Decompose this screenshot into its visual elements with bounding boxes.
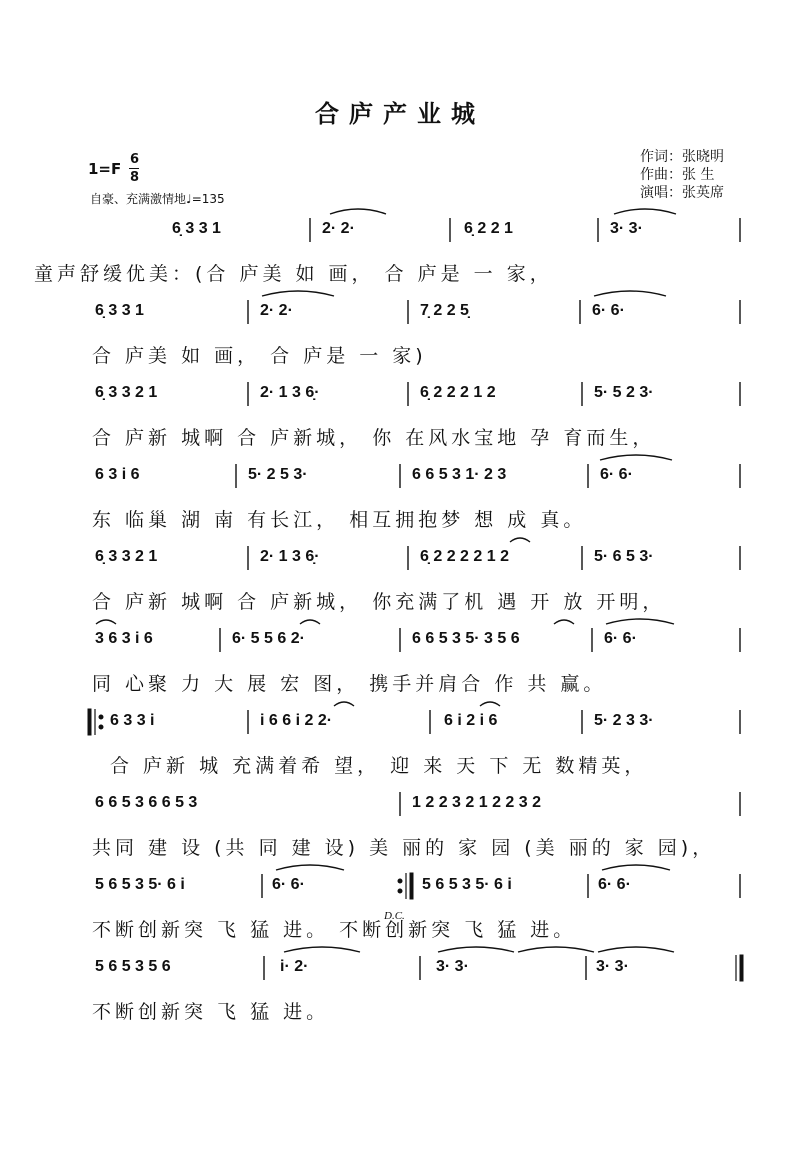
measure: 3· 3· [596, 958, 629, 975]
da-capo-mark: D.C. [384, 910, 405, 922]
measure: 2· 2· [322, 220, 355, 237]
measure: 6̣ 3 3 2 1 [95, 384, 158, 401]
measure: 5· 6 5 3· [594, 548, 654, 565]
lyric-line: 合 庐美 如 画， 合 庐是 一 家) [92, 345, 427, 367]
measure: 5 6 5 3 5 6 [95, 958, 171, 975]
measure: 3 6 3 i 6 [95, 630, 153, 647]
measure: 6· 6· [592, 302, 625, 319]
measure: 2· 1 3 6̣· [260, 384, 320, 401]
measure: 6· 5 5 6 2· [232, 630, 305, 647]
measure: 6· 6· [272, 876, 305, 893]
key-signature: 1=F [88, 160, 122, 178]
measure: i 6 6 i 2 2· [260, 712, 333, 729]
measure: 6· 6· [600, 466, 633, 483]
measure: 2· 1 3 6̣· [260, 548, 320, 565]
measure: 5 6 5 3 5· 6 i [422, 876, 512, 893]
measure: 6· 6· [598, 876, 631, 893]
lyric-line: 共同 建 设 (共 同 建 设) 美 丽的 家 园 (美 丽的 家 园)， [92, 837, 716, 859]
quarter-note-icon: ♩ [186, 192, 192, 206]
measure: 5· 2 3 3· [594, 712, 654, 729]
lyric-line: 东 临巢 湖 南 有长江， 相互拥抱梦 想 成 真。 [92, 509, 587, 531]
measure: 6· 6· [604, 630, 637, 647]
measure: 1 2 2 3 2 1 2 2 3 2 [412, 794, 541, 811]
measure: 5· 5 2 3· [594, 384, 654, 401]
song-title: 合庐产业城 [315, 100, 485, 128]
lyric-line: 不断创新突 飞 猛 进。 不断创新突 飞 猛 进。 [92, 919, 577, 941]
measure: 6̣ 3 3 2 1 [95, 548, 158, 565]
measure: i· 2· [280, 958, 309, 975]
measure: 5 6 5 3 5· 6 i [95, 876, 185, 893]
measure: 6 i 2 i 6 [444, 712, 498, 729]
lyric-line: 童声舒缓优美：(合 庐美 如 画， 合 庐是 一 家， [34, 263, 553, 285]
measure: 6 3 i 6 [95, 466, 140, 483]
measure: 6 6 5 3 1· 2 3 [412, 466, 507, 483]
measure: 5· 2 5 3· [248, 466, 308, 483]
lyric-line: 同 心聚 力 大 展 宏 图， 携手并肩合 作 共 赢。 [92, 673, 607, 695]
measure: 6̣ 2 2 2 2 1 2 [420, 548, 509, 565]
lyric-line: 合 庐新 城啊 合 庐新城， 你 在风水宝地 孕 育而生， [92, 427, 656, 449]
time-signature-top: 6 [130, 152, 140, 167]
lyricist-credit: 作词：张晓明 [640, 149, 724, 165]
measure: 6̣ 2 2 1 [464, 220, 513, 237]
tempo-value: =135 [191, 192, 225, 206]
measure: 6 3 3 i [110, 712, 155, 729]
measure: 6̣ 2 2 2 1 2 [420, 384, 496, 401]
measure: 7̣ 2 2 5̣ [420, 302, 469, 319]
measure: 6̣ 3 3 1 [172, 220, 221, 237]
measure: 3· 3· [436, 958, 469, 975]
measure: 2· 2· [260, 302, 293, 319]
measure: 6 6 5 3 6 6 5 3 [95, 794, 198, 811]
measure: 6 6 5 3 5· 3 5 6 [412, 630, 520, 647]
measure: 3· 3· [610, 220, 643, 237]
composer-credit: 作曲：张 生 [640, 167, 715, 183]
measure: 6̣ 3 3 1 [95, 302, 144, 319]
tempo-text: 自豪、充满激情地 [90, 192, 187, 206]
lyric-line: 不断创新突 飞 猛 进。 [92, 1001, 330, 1023]
lyric-line: 合 庐新 城啊 合 庐新城， 你充满了机 遇 开 放 开明， [92, 591, 666, 613]
time-signature-bottom: 8 [130, 170, 140, 185]
lyric-line: 合 庐新 城 充满着希 望， 迎 来 天 下 无 数精英， [110, 755, 648, 777]
singer-credit: 演唱：张英席 [640, 185, 724, 201]
